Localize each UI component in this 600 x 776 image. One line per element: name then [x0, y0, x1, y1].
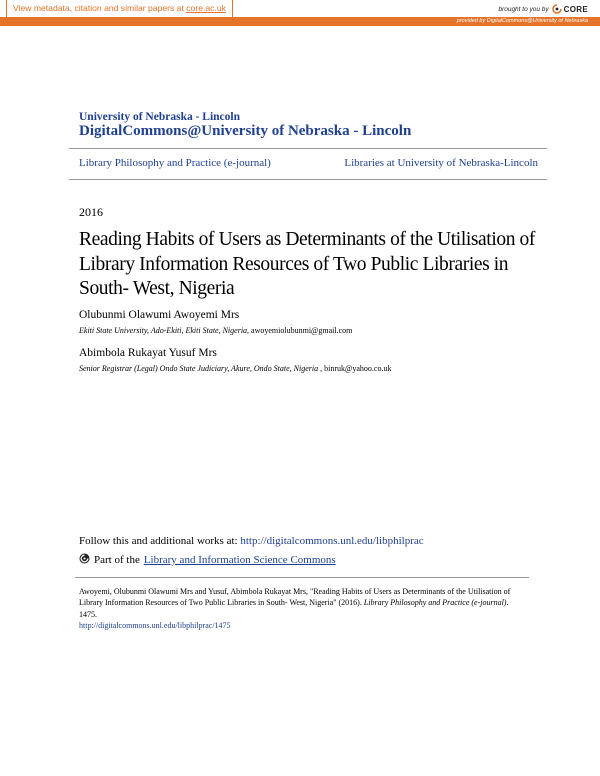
author-email: binruk@yahoo.co.uk [322, 364, 392, 373]
brought-text: brought to you by [498, 5, 549, 13]
citation-number: . 1475. [79, 598, 509, 619]
author-email: awoyemiolubunmi@gmail.com [249, 326, 353, 335]
core-logo-text: CORE [563, 4, 588, 14]
commons-link[interactable]: Library and Information Science Commons [143, 554, 336, 566]
follow-text: Follow this and additional works at: [79, 535, 241, 547]
core-brought-by[interactable] [498, 2, 588, 16]
core-banner [0, 0, 600, 28]
recommended-citation [79, 586, 519, 631]
author-name: Olubunmi Olawumi Awoyemi Mrs [79, 309, 240, 321]
libraries-link[interactable]: Libraries at University of Nebraska-Lincoln [344, 157, 538, 169]
author-name: Abimbola Rukayat Yusuf Mrs [79, 347, 217, 359]
core-provided-strip [0, 17, 600, 26]
part-of-line [79, 553, 336, 567]
citation-divider [75, 577, 529, 578]
citation-text: Awoyemi, Olubunmi Olawumi Mrs and Yusuf, Abimbola Rukayat Mrs, "Reading Habits of Users as Determinants of the Utilisation of Library Information Resources of Two Public Libraries in South- West, Nigeria" (2016). [79, 587, 511, 608]
header-divider-top [69, 148, 547, 149]
core-view-text: View metadata, citation and similar papers at [13, 3, 187, 13]
core-link[interactable]: core.ac.uk [186, 3, 226, 13]
commons-icon [79, 553, 90, 567]
repository-name[interactable]: DigitalCommons@University of Nebraska - Lincoln [79, 123, 412, 139]
institution-name[interactable]: University of Nebraska - Lincoln [79, 111, 240, 123]
citation-url[interactable]: http://digitalcommons.unl.edu/libphilprac/1475 [79, 620, 231, 630]
author-affiliation [79, 364, 391, 373]
provided-text: provided by DigitalCommons@University of Nebraska [456, 18, 588, 24]
paper-title: Reading Habits of Users as Determinants of the Utilisation of Library Information Resources of Two Public Libraries in South- West, Nigeria [79, 229, 535, 299]
follow-line [79, 535, 424, 547]
core-logo-icon [552, 4, 562, 14]
core-logo[interactable] [552, 4, 588, 14]
affiliation-text: Ekiti State University, Ado-Ekiti, Ekiti State, Nigeria, [79, 326, 250, 335]
follow-link[interactable]: http://digitalcommons.unl.edu/libphilprac [240, 535, 424, 547]
header-divider-bottom [69, 179, 547, 180]
affiliation-text: Senior Registrar (Legal) Ondo State Judiciary, Akure, Ondo State, Nigeria , [79, 364, 323, 373]
journal-link[interactable]: Library Philosophy and Practice (e-journal) [79, 157, 271, 169]
author-affiliation [79, 326, 352, 335]
part-of-text: Part of the [94, 554, 140, 566]
citation-journal: Library Philosophy and Practice (e-journal) [363, 598, 507, 608]
publication-year: 2016 [79, 205, 103, 219]
